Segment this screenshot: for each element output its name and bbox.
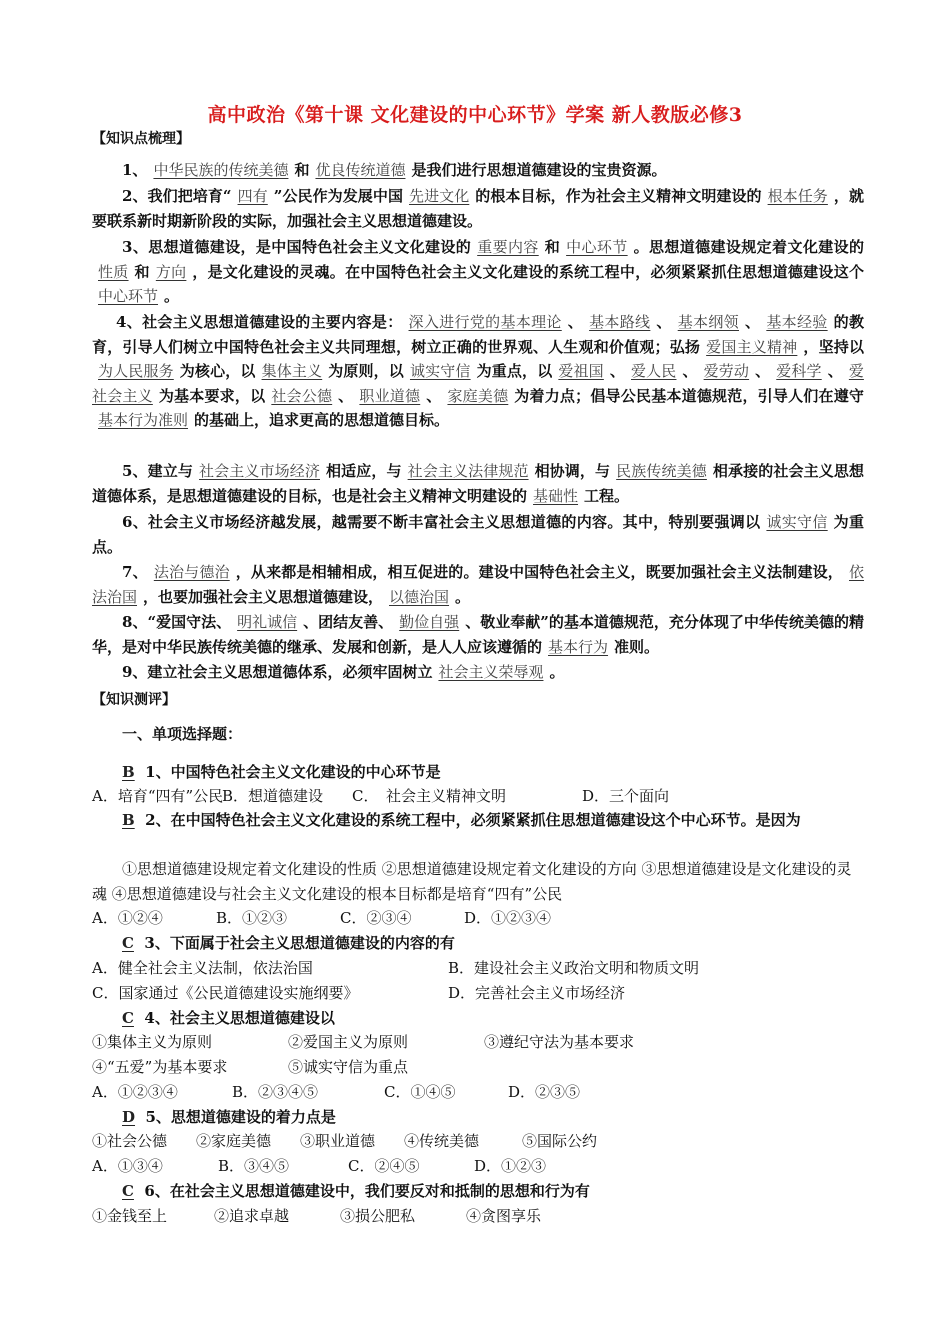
knowledge-point-1: 1、 中华民族的传统美德 和 优良传统道德 是我们进行思想道德建设的宝贵资源。	[122, 161, 667, 179]
blank-answer: 爱科学	[776, 362, 822, 380]
blank-answer: 为人民服务	[98, 362, 174, 380]
blank-answer: 以德治国	[389, 587, 450, 606]
blank-answer: 爱祖国	[558, 362, 604, 380]
question-1-stem: B 1、中国特色社会主义文化建设的中心环节是	[122, 763, 441, 781]
question-4-stem: C 4、社会主义思想道德建设以	[122, 1009, 335, 1027]
knowledge-point-4: 4、社会主义思想道德建设的主要内容是： 深入进行党的基本理论 、 基本路线 、 基本纲领 、 基本经验 的教育，引导人们树立中国特色社会主义共同理想，树立正确的世界观、人生观和价值观；弘扬 爱国主义精神 ，坚持以为人民服务 为核心，以 集体主义 为原则，以 诚实守信 为重点，以 爱祖国 、 爱人民 、 爱劳动 、 爱科学 、 爱社会主义 为基本要求，以 社会公德 、 职业道德 、 家庭美德 为着力点；倡导公民基本道德规范，引导人们在遵守基本行为准则 的基础上，追求更高的思想道德目标。	[92, 313, 864, 429]
blank-answer: 民族传统美德	[616, 462, 707, 480]
blank-answer: 基本路线	[589, 313, 651, 331]
blank-answer: 家庭美德	[447, 386, 509, 405]
question-2-options: A．①②④ B．①②③ C．②③④ D．①②③④	[92, 909, 552, 927]
blank-answer: 社会主义法律规范	[407, 462, 529, 480]
blank-answer: 法治与德治	[153, 563, 230, 581]
blank-answer: 优良传统道德	[315, 161, 406, 179]
document-title: 高中政治《第十课 文化建设的中心环节》学案 新人教版必修3	[207, 104, 743, 126]
answer-mark: B	[122, 811, 135, 829]
blank-answer: 性质	[98, 262, 129, 281]
blank-answer: 基本经验	[766, 313, 828, 331]
blank-answer: 依法治国	[92, 563, 865, 606]
blank-answer: 方向	[155, 262, 187, 281]
blank-answer: 社会主义市场经济	[199, 462, 320, 480]
blank-answer: 诚实守信	[766, 513, 828, 531]
knowledge-point-9: 9、建立社会主义思想道德体系，必须牢固树立 社会主义荣辱观 。	[122, 663, 565, 681]
answer-mark: B	[122, 763, 135, 781]
blank-answer: 明礼诚信	[237, 613, 298, 631]
blank-answer: 基础性	[533, 486, 579, 505]
blank-answer: 社会公德	[271, 386, 333, 405]
blank-answer: 中华民族的传统美德	[153, 161, 289, 179]
blank-answer: 爱社会主义	[92, 362, 864, 405]
blank-answer: 爱国主义精神	[706, 337, 798, 356]
subsection-heading: 一、单项选择题：	[122, 725, 243, 743]
answer-mark: D	[122, 1108, 136, 1126]
answer-mark: C	[122, 1182, 134, 1200]
blank-answer: 诚实守信	[409, 362, 471, 380]
knowledge-point-8: 8、“爱国守法、 明礼诚信 、团结友善、 勤俭自强 、敬业奉献”的基本道德规范，充分体现了中华传统美德的精华，是对中华民族传统美德的继承、发展和创新，是人人应该遵循的 基本行为 准则。	[92, 613, 864, 656]
blank-answer: 重要内容	[477, 238, 539, 256]
blank-answer: 集体主义	[261, 362, 323, 380]
blank-answer: 社会主义荣辱观	[438, 663, 544, 681]
blank-answer: 深入进行党的基本理论	[408, 313, 562, 331]
question-4-items-row-1: ①集体主义为原则 ②爱国主义为原则 ③遵纪守法为基本要求	[92, 1033, 635, 1051]
section-heading-test: 【知识测评】	[92, 692, 176, 708]
question-4-items-row-2: ④“五爱”为基本要求 ⑤诚实守信为重点	[92, 1058, 409, 1076]
blank-answer: 基本纲领	[677, 313, 739, 331]
question-1-options: A．培育“四有”公民 B．想道德建设 C． 社会主义精神文明 D．三个面向	[92, 787, 670, 805]
section-heading-review: 【知识点梳理】	[92, 131, 190, 147]
question-2-statements: ①思想道德建设规定着文化建设的性质 ②思想道德建设规定着文化建设的方向 ③思想道德建设是文化建设的灵魂 ④思想道德建设与社会主义文化建设的根本目标都是培育“四有”公民	[92, 860, 852, 903]
blank-answer: 根本任务	[767, 187, 828, 205]
blank-answer: 职业道德	[359, 386, 421, 405]
blank-answer: 爱劳动	[703, 362, 750, 380]
knowledge-point-7: 7、 法治与德治 ，从来都是相辅相成，相互促进的。建设中国特色社会主义，既要加强社会主义法制建设， 依法治国 ，也要加强社会主义思想道德建设， 以德治国 。	[92, 563, 865, 606]
answer-mark: C	[122, 1009, 134, 1027]
question-5-items: ①社会公德 ②家庭美德 ③职业道德 ④传统美德 ⑤国际公约	[92, 1132, 598, 1150]
question-3-options-row-1: A．健全社会主义法制，依法治国 B．建设社会主义政治文明和物质文明	[92, 959, 700, 977]
question-6-items: ①金钱至上 ②追求卓越 ③损公肥私 ④贪图享乐	[92, 1207, 542, 1225]
blank-answer: 勤俭自强	[399, 613, 460, 631]
question-5-stem: D 5、思想道德建设的着力点是	[122, 1108, 336, 1126]
question-3-stem: C 3、下面属于社会主义思想道德建设的内容的有	[122, 934, 455, 952]
blank-answer: 先进文化	[409, 187, 470, 205]
blank-answer: 基本行为准则	[98, 411, 189, 429]
knowledge-point-3: 3、思想道德建设，是中国特色社会主义文化建设的 重要内容 和 中心环节 。思想道德建设规定着文化建设的性质 和 方向 ，是文化建设的灵魂。在中国特色社会主义文化建设的系统工程中，必须紧紧抓住思想道德建设这个中心环节 。	[92, 235, 864, 309]
question-6-stem: C 6、在社会主义思想道德建设中，我们要反对和抵制的思想和行为有	[122, 1182, 590, 1200]
blank-answer: 基本行为	[548, 637, 609, 656]
question-3-options-row-2: C．国家通过《公民道德建设实施纲要》 D．完善社会主义市场经济	[92, 984, 626, 1002]
question-5-options: A．①③④ B．③④⑤ C．②④⑤ D．①②③	[92, 1157, 547, 1175]
knowledge-point-5: 5、建立与 社会主义市场经济 相适应，与 社会主义法律规范 相协调，与 民族传统美德 相承接的社会主义思想道德体系，是思想道德建设的目标，也是社会主义精神文明建设的 基础性 工程。	[92, 462, 864, 505]
blank-answer: 中心环节	[98, 287, 159, 305]
blank-answer: 爱人民	[631, 362, 677, 380]
answer-mark: C	[122, 934, 134, 952]
knowledge-point-6: 6、社会主义市场经济越发展，越需要不断丰富社会主义思想道德的内容。其中，特别要强调以 诚实守信 为重点。	[92, 513, 864, 556]
blank-answer: 中心环节	[566, 238, 628, 256]
blank-answer: 四有	[237, 187, 268, 205]
question-2-stem: B 2、在中国特色社会主义文化建设的系统工程中，必须紧紧抓住思想道德建设这个中心环节。是因为	[122, 811, 801, 829]
question-4-options: A．①②③④ B．②③④⑤ C．①④⑤ D．②③⑤	[92, 1083, 581, 1101]
knowledge-point-2: 2、我们把培育“ 四有 ”公民作为发展中国 先进文化 的根本目标，作为社会主义精神文明建设的 根本任务 ，就要联系新时期新阶段的实际，加强社会主义思想道德建设。	[92, 187, 864, 230]
